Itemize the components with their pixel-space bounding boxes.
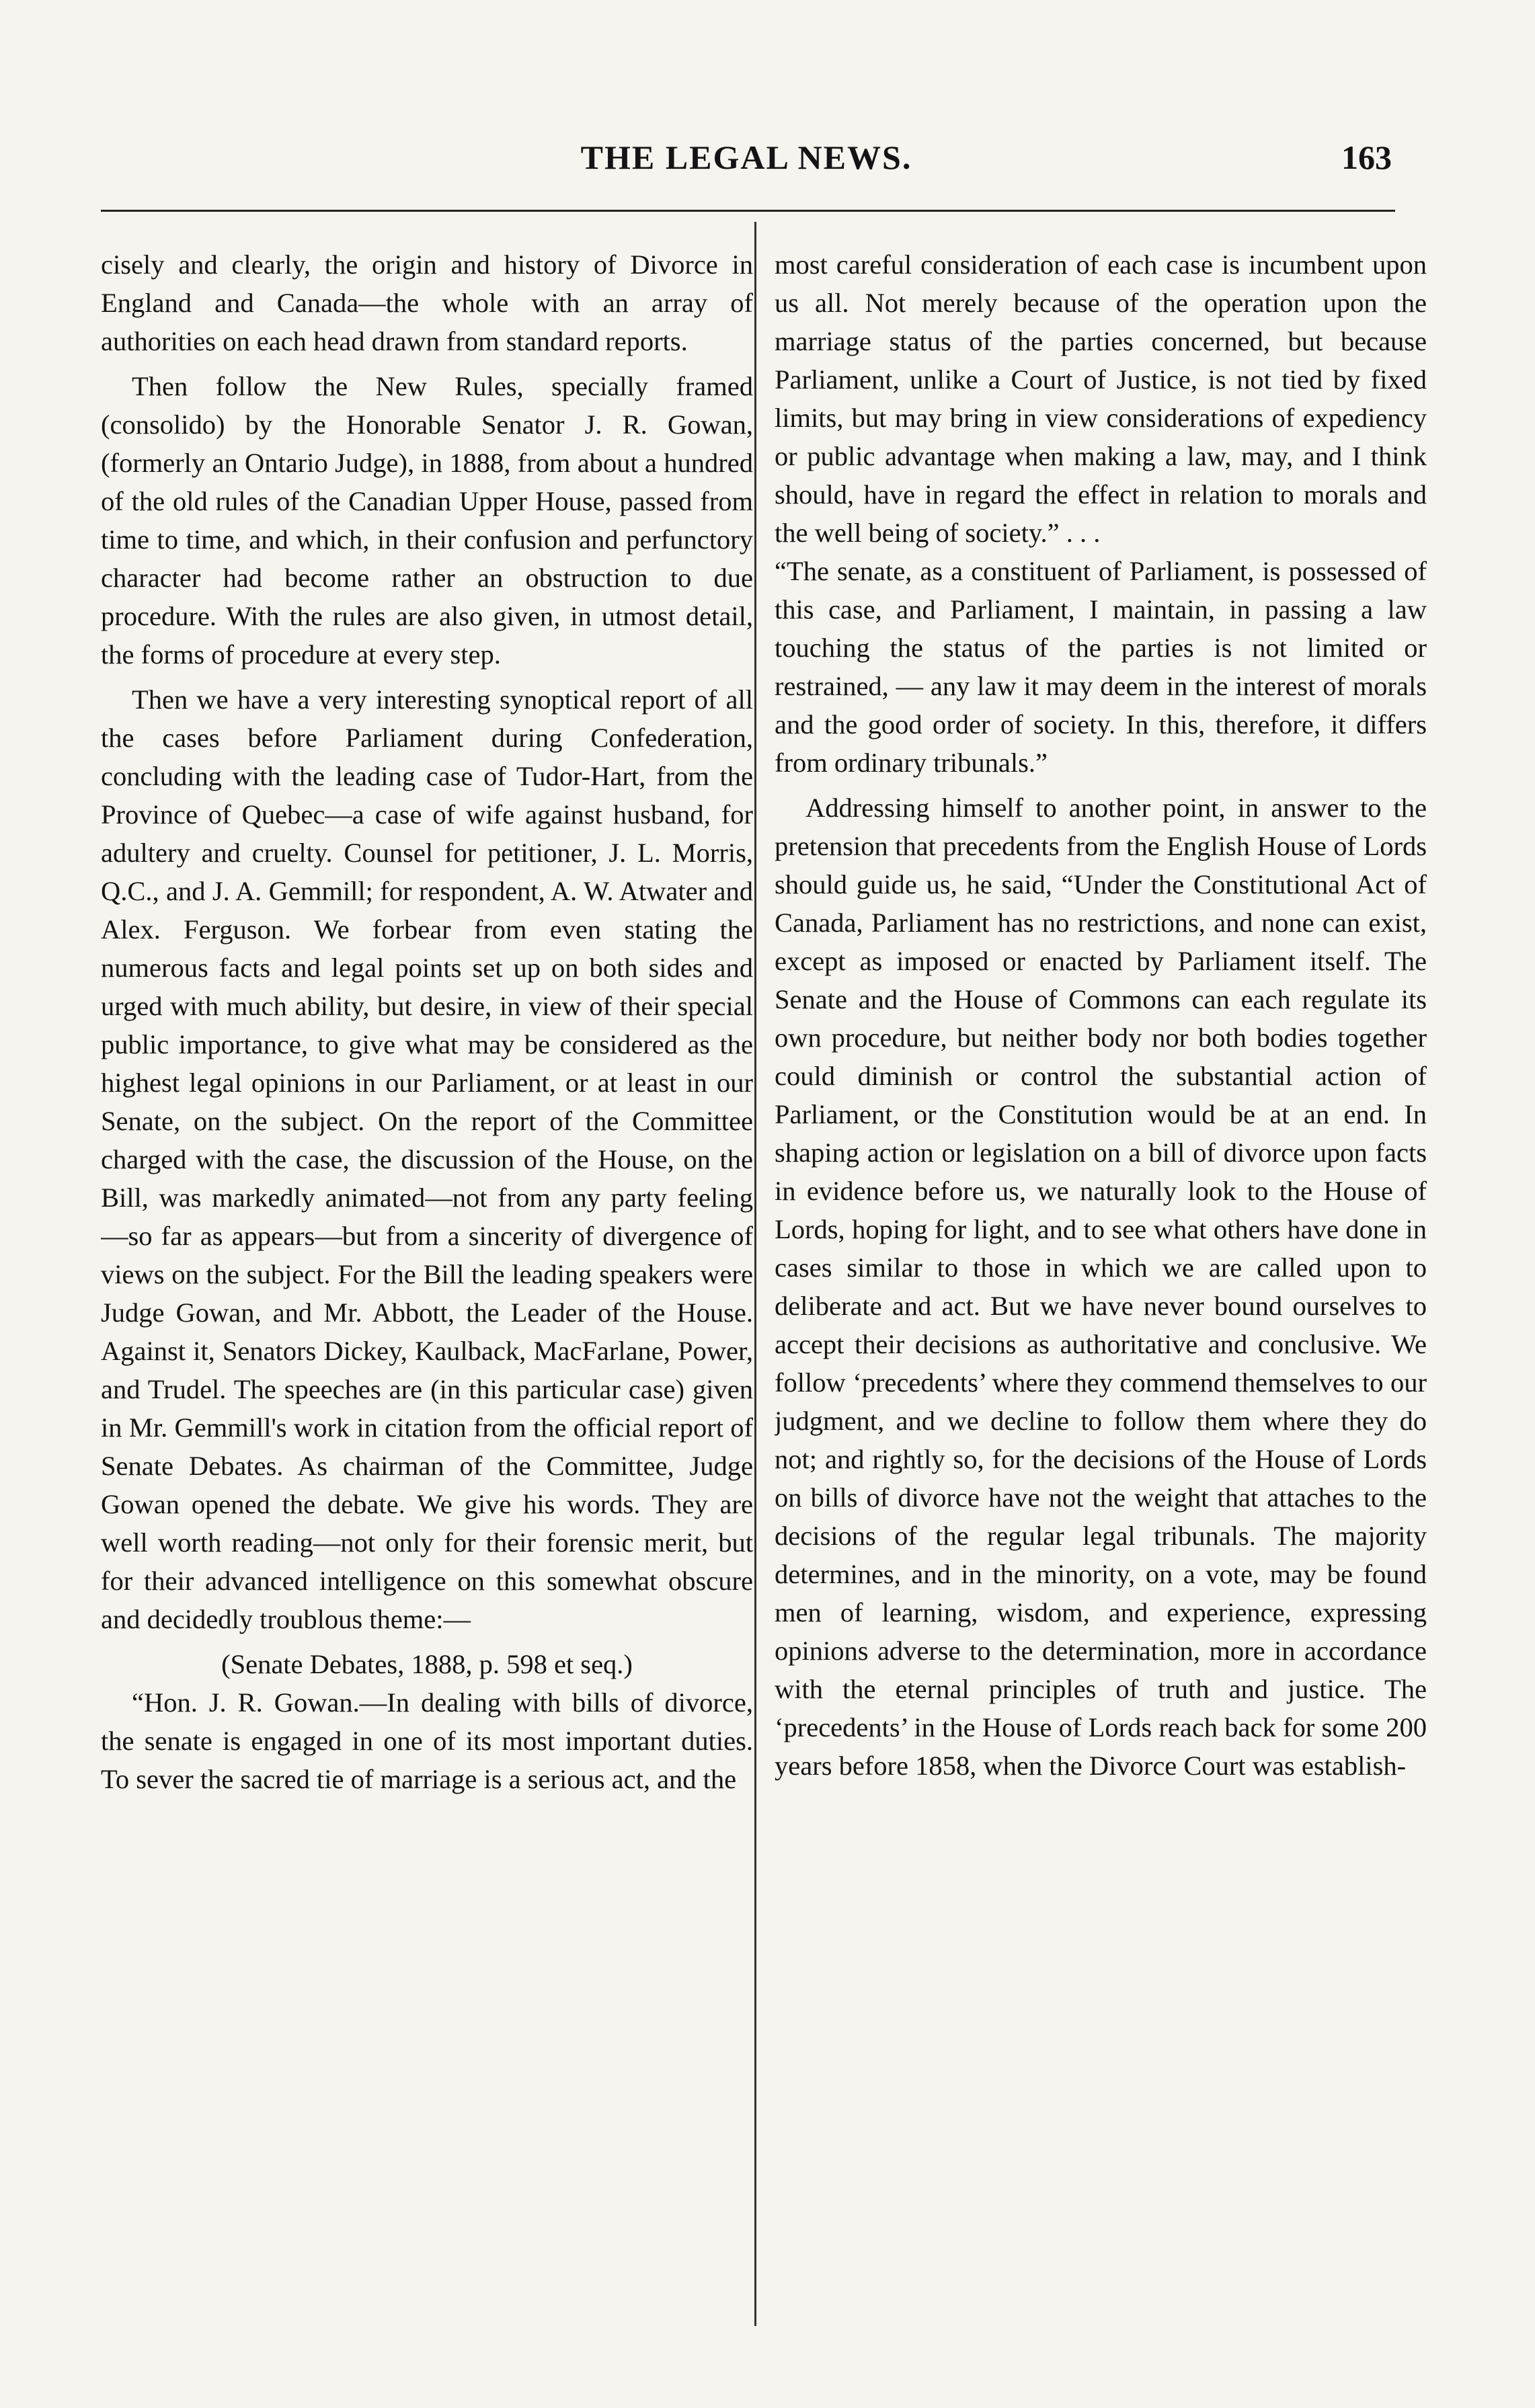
paragraph: “The senate, as a constituent of Parliament, is possessed of this case, and Parliament, I maintain, in passing a law touching the status of the parties is not limited or restrained, — any law it may deem in the interest of morals and the good order of society. In this, therefore, it differs from ordinary tribunals.” — [775, 556, 1427, 778]
right-column — [775, 245, 1427, 2350]
header-rule — [101, 210, 1395, 212]
column-divider — [754, 222, 756, 2326]
paragraph: cisely and clearly, the origin and history of Divorce in England and Canada—the whole with an array of authorities on each head drawn from standard reports. — [101, 249, 753, 356]
paragraph: Then we have a very interesting synoptical report of all the cases before Parliament during Confederation, concluding with the leading case of Tudor-Hart, from the Province of Quebec—a case of wife against husband, for adultery and cruelty. Counsel for petitioner, J. L. Morris, Q.C., and J. A. Gemmill; for respondent, A. W. Atwater and Alex. Ferguson. We forbear from even stating the numerous facts and legal points set up on both sides and urged with much ability, but desire, in view of their special public importance, to give what may be considered as the highest legal opinions in our Parliament, or at least in our Senate, on the subject. On the report of the Committee charged with the case, the discussion of the House, on the Bill, was markedly animated—not from any party feeling—so far as appears—but from a sincerity of divergence of views on the subject. For the Bill the leading speakers were Judge Gowan, and Mr. Abbott, the Leader of the House. Against it, Senators Dickey, Kaulback, MacFarlane, Power, and Trudel. The speeches are (in this particular case) given in Mr. Gemmill's work in citation from the official report of Senate Debates. As chairman of the Committee, Judge Gowan opened the debate. We give his words. They are well worth reading—not only for their forensic merit, but for their advanced intelligence on this somewhat obscure and decidedly troublous theme:— — [101, 684, 753, 1634]
paragraph: Then follow the New Rules, specially framed (consolido) by the Honorable Senator J. R. Gowan, (formerly an Ontario Judge), in 1888, from about a hundred of the old rules of the Canadian Upper House, passed from time to time, and which, in their confusion and perfunctory character had become rather an obstruction to due procedure. With the rules are also given, in utmost detail, the forms of procedure at every step. — [101, 371, 753, 670]
left-column — [101, 245, 753, 2350]
page-header — [101, 138, 1392, 192]
citation: (Senate Debates, 1888, p. 598 et seq.) — [221, 1649, 633, 1679]
paragraph: most careful consideration of each case is incumbent upon us all. Not merely because of the operation upon the marriage status of the parties concerned, but because Parliament, unlike a Court of Justice, is not tied by fixed limits, but may bring in view considerations of expediency or public advantage when making a law, may, and I think should, have in regard the effect in relation to morals and the well being of society.” . . . — [775, 249, 1427, 548]
paragraph: Addressing himself to another point, in answer to the pretension that precedents from the English House of Lords should guide us, he said, “Under the Constitutional Act of Canada, Parliament has no restrictions, and none can exist, except as imposed or enacted by Parliament itself. The Senate and the House of Commons can each regulate its own procedure, but neither body nor both bodies together could diminish or control the substantial action of Parliament, or the Constitution would be at an end. In shaping action or legislation on a bill of divorce upon facts in evidence before us, we naturally look to the House of Lords, hoping for light, and to see what others have done in cases similar to those in which we are called upon to deliberate and act. But we have never bound ourselves to accept their decisions as authoritative and conclusive. We follow ‘precedents’ where they commend themselves to our judgment, and we decline to follow them where they do not; and rightly so, for the decisions of the House of Lords on bills of divorce have not the weight that attaches to the decisions of the regular legal tribunals. The majority determines, and in the minority, on a vote, may be found men of learning, wisdom, and experience, expressing opinions adverse to the determination, more in accordance with the eternal principles of truth and justice. The ‘precedents’ in the House of Lords reach back for some 200 years before 1858, when the Divorce Court was establish- — [775, 793, 1427, 1781]
paragraph: “Hon. J. R. Gowan.—In dealing with bills of divorce, the senate is engaged in one of its most important duties. To sever the sacred tie of marriage is a serious act, and the — [101, 1687, 753, 1794]
page-number: 163 — [1341, 138, 1392, 176]
running-title: THE LEGAL NEWS. — [580, 138, 912, 176]
